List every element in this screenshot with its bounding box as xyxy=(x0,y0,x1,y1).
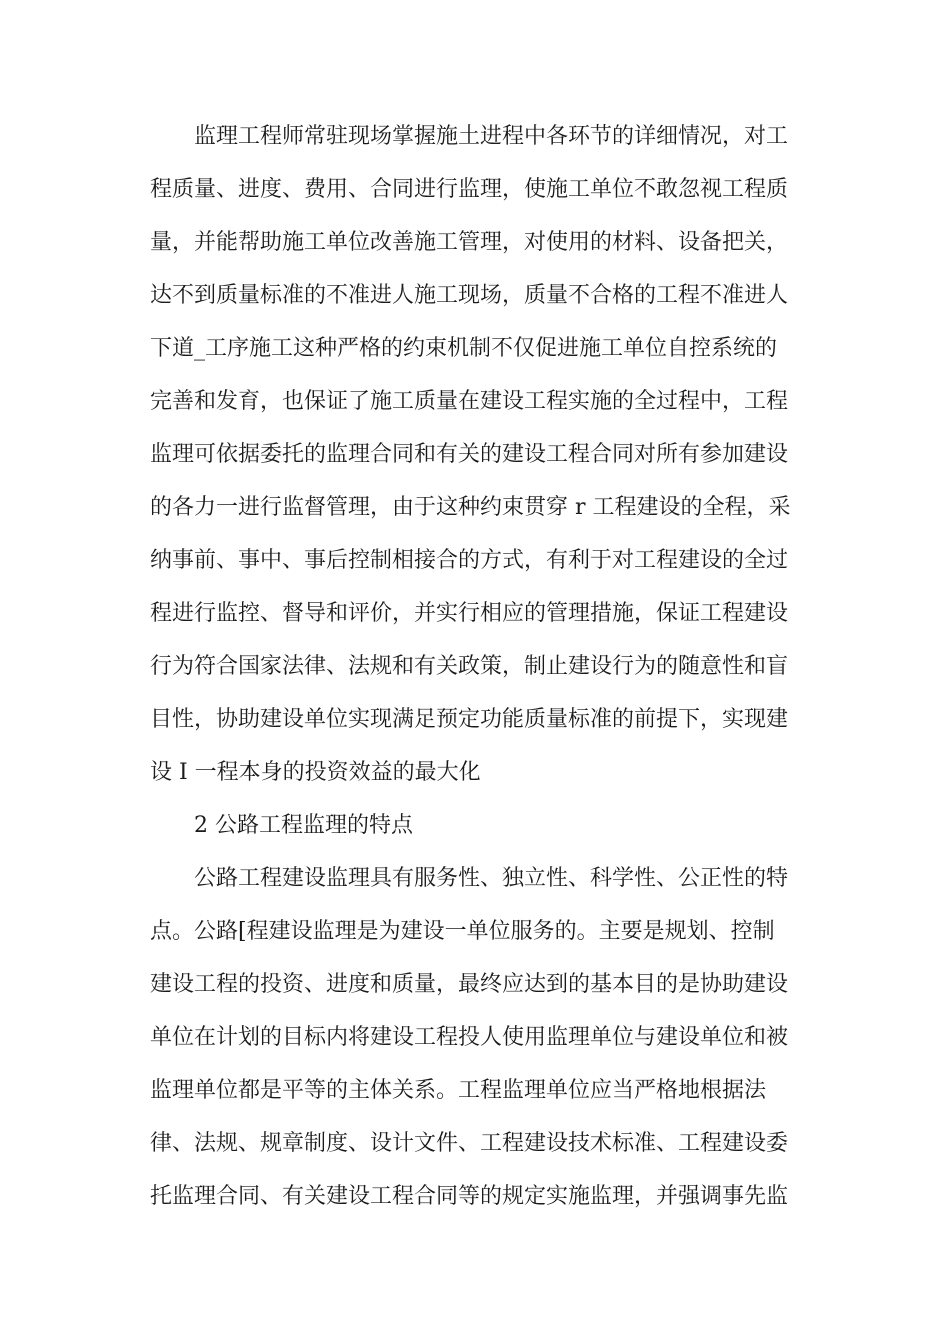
paragraph-1 xyxy=(150,110,810,799)
paragraph-line: 纳事前、事中、事后控制相接合的方式，有利于对工程建设的全过 xyxy=(150,548,789,573)
paragraph-2 xyxy=(150,852,810,1223)
paragraph-line: 目性，协助建设单位实现满足预定功能质量标准的前提下，实现建 xyxy=(150,707,789,732)
paragraph-line: 设 I 一程本身的投资效益的最大化 xyxy=(150,760,481,785)
paragraph-line: 公路工程建设监理具有服务性、独立性、科学性、公正性的特 xyxy=(194,866,789,891)
paragraph-line: 下道_工序施工这种严格的约束机制不仅促进施工单位自控系统的 xyxy=(150,336,778,361)
section-heading: 2 公路工程监理的特点 xyxy=(194,813,413,838)
paragraph-line: 完善和发育，也保证了施工质量在建设工程实施的全过程中，工程 xyxy=(150,389,789,414)
document-body xyxy=(150,110,810,1223)
paragraph-line: 量，并能帮助施工单位改善施工管理，对使用的材料、设备把关， xyxy=(150,230,789,255)
paragraph-line: 监理单位都是平等的主体关系。工程监理单位应当严格地根据法 xyxy=(150,1078,767,1103)
paragraph-line: 达不到质量标准的不准进人施工现场，质量不合格的工程不准进人 xyxy=(150,283,789,308)
paragraph-line: 程进行监控、督导和评价，并实行相应的管理措施，保证工程建设 xyxy=(150,601,789,626)
paragraph-line: 建设工程的投资、进度和质量，最终应达到的基本目的是协助建设 xyxy=(150,972,789,997)
paragraph-line: 监理可依据委托的监理合同和有关的建设工程合同对所有参加建设 xyxy=(150,442,789,467)
paragraph-line: 律、法规、规章制度、设计文件、工程建设技术标准、工程建设委 xyxy=(150,1131,789,1156)
paragraph-line: 监理工程师常驻现场掌握施土进程中各环节的详细情况，对工 xyxy=(194,124,789,149)
paragraph-line: 行为符合国家法律、法规和有关政策，制止建设行为的随意性和盲 xyxy=(150,654,789,679)
paragraph-line: 程质量、进度、费用、合同进行监理，使施工单位不敢忽视工程质 xyxy=(150,177,789,202)
paragraph-line: 的各力一进行监督管理，由于这种约束贯穿 r 工程建设的全程，采 xyxy=(150,495,791,520)
paragraph-line: 单位在计划的目标内将建设工程投人使用监理单位与建设单位和被 xyxy=(150,1025,789,1050)
paragraph-line: 点。公路[程建设监理是为建设一单位服务的。主要是规划、控制 xyxy=(150,919,775,944)
paragraph-line: 托监理合同、有关建设工程合同等的规定实施监理，并强调事先监 xyxy=(150,1184,789,1209)
